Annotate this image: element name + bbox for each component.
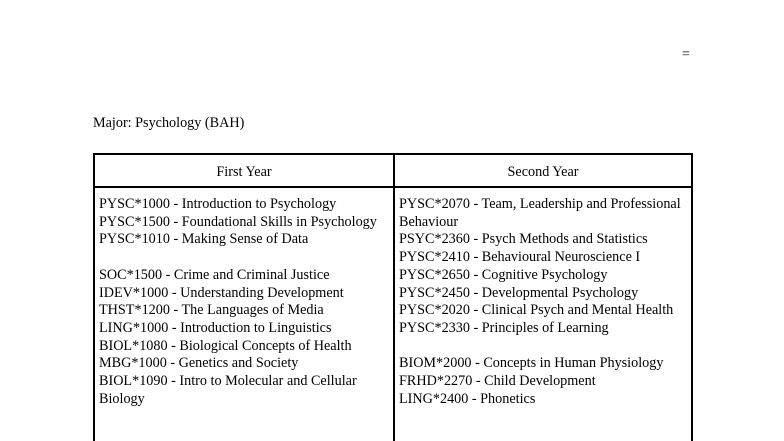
course-item: PYSC*1000 - Introduction to Psychology bbox=[99, 196, 337, 212]
column-divider bbox=[393, 155, 395, 441]
course-item: THST*1200 - The Languages of Media bbox=[99, 302, 324, 319]
course-group bbox=[399, 196, 689, 338]
course-item: SOC*1500 - Crime and Criminal Justice bbox=[99, 266, 330, 283]
course-item: PYSC*1500 - Foundational Skills in Psychology bbox=[99, 213, 377, 230]
course-item: PYSC*2020 - Clinical Psych and Mental Health bbox=[399, 302, 674, 319]
menu-icon[interactable]: = bbox=[682, 47, 690, 62]
course-item: IDEV*1000 - Understanding Development bbox=[99, 284, 344, 301]
course-group bbox=[99, 196, 391, 249]
course-table bbox=[93, 153, 693, 441]
course-item: PYSC*2330 - Principles of Learning bbox=[399, 319, 609, 336]
course-item: LING*1000 - Introduction to Linguistics bbox=[99, 319, 332, 336]
course-group bbox=[99, 267, 391, 409]
second-year-courses bbox=[399, 196, 689, 426]
course-item: PYSC*2450 - Developmental Psychology bbox=[399, 284, 639, 301]
header-divider bbox=[95, 186, 691, 188]
course-item: BIOL*1080 - Biological Concepts of Health bbox=[99, 337, 352, 354]
course-item: PYSC*2410 - Behavioural Neuroscience I bbox=[399, 249, 641, 266]
course-item: LING*2400 - Phonetics bbox=[399, 390, 536, 407]
course-item: BIOM*2000 - Concepts in Human Physiology bbox=[399, 355, 664, 372]
course-group bbox=[399, 355, 689, 408]
course-item: BIOL*1090 - Intro to Molecular and Cellular Biology bbox=[99, 373, 357, 407]
course-item: PYSC*2650 - Cognitive Psychology bbox=[399, 266, 608, 283]
course-item: PYSC*2070 - Team, Leadership and Professional Behaviour bbox=[399, 196, 681, 230]
major-label: Major: Psychology (BAH) bbox=[93, 115, 245, 131]
course-item: FRHD*2270 - Child Development bbox=[399, 373, 596, 390]
first-year-courses bbox=[99, 196, 391, 426]
course-item: PSYC*2360 - Psych Methods and Statistics bbox=[399, 231, 648, 248]
course-item: PYSC*1010 - Making Sense of Data bbox=[99, 231, 309, 248]
course-item: MBG*1000 - Genetics and Society bbox=[99, 355, 299, 372]
second-year-header: Second Year bbox=[507, 164, 579, 180]
first-year-header: First Year bbox=[216, 164, 272, 180]
